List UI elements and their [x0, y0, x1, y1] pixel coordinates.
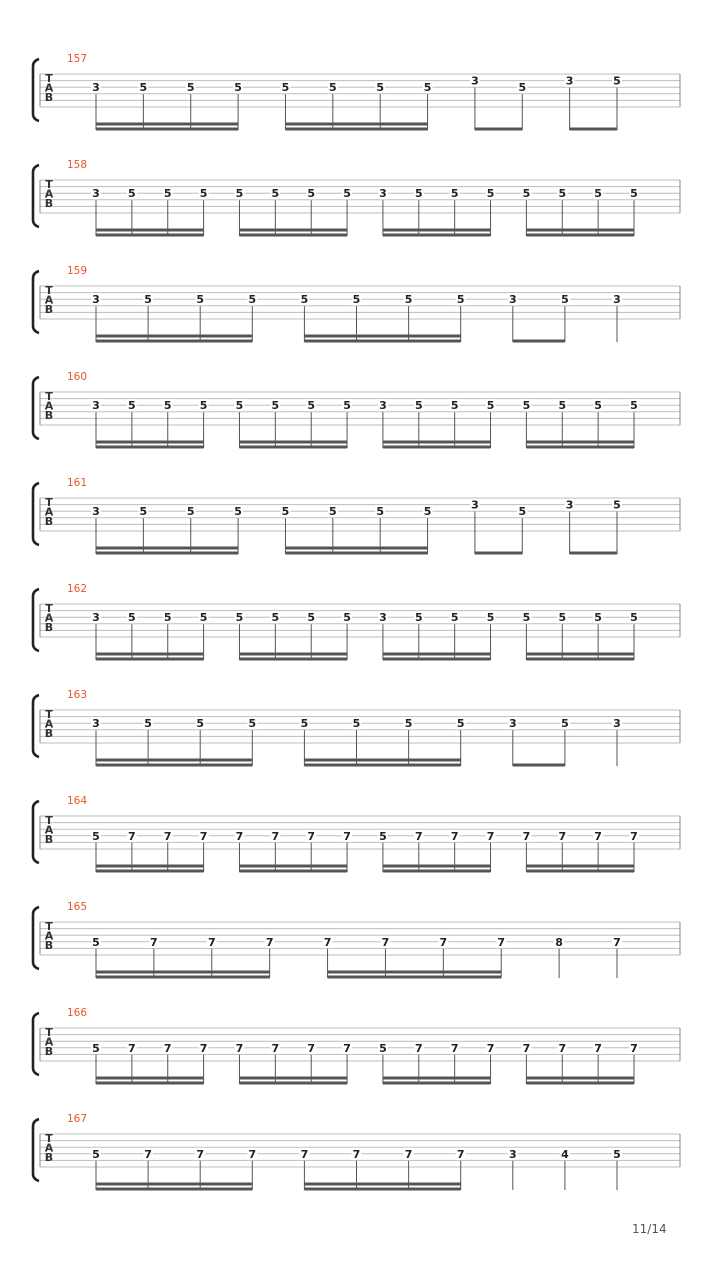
fret-number: 5	[199, 187, 208, 201]
fret-number: 5	[139, 505, 148, 519]
fret-number: 7	[128, 829, 136, 843]
tab-clef-letter: A	[44, 929, 54, 943]
tab-clef-letter: T	[45, 284, 53, 297]
beam-primary	[96, 128, 238, 131]
fret-number: 5	[343, 187, 351, 201]
fret-number: 5	[300, 293, 309, 307]
beam-secondary	[328, 971, 502, 974]
beam-primary	[513, 764, 565, 767]
fret-number: 5	[235, 399, 244, 413]
fret-number: 5	[423, 505, 432, 519]
fret-number: 5	[307, 399, 316, 413]
beam-primary	[570, 128, 617, 131]
fret-number: 7	[456, 1147, 465, 1161]
fret-number: 7	[199, 829, 208, 843]
system-bracket	[33, 271, 39, 333]
tab-clef-letter: B	[44, 939, 54, 952]
fret-number: 7	[522, 1041, 531, 1055]
measure-number: 159	[67, 265, 88, 277]
tab-clef-letter: A	[44, 1141, 54, 1155]
beam-primary	[96, 234, 204, 237]
fret-number: 5	[404, 717, 413, 731]
tab-clef-letter: A	[44, 187, 54, 201]
system-bracket	[33, 589, 39, 651]
fret-number: 5	[414, 611, 423, 625]
fret-number: 7	[352, 1147, 361, 1161]
fret-number: 5	[92, 1041, 100, 1055]
fret-number: 5	[414, 187, 423, 201]
fret-number: 5	[235, 611, 244, 625]
tab-clef-letter: A	[44, 717, 54, 731]
fret-number: 5	[92, 1147, 100, 1161]
beam-secondary	[96, 759, 252, 762]
beam-primary	[285, 128, 427, 131]
fret-number: 3	[508, 1147, 517, 1161]
fret-number: 5	[630, 399, 638, 413]
fret-number: 5	[558, 611, 567, 625]
beam-secondary	[96, 547, 238, 550]
fret-number: 5	[92, 829, 100, 843]
beam-primary	[383, 870, 491, 873]
fret-number: 5	[235, 187, 244, 201]
fret-number: 5	[163, 611, 172, 625]
tab-system	[33, 53, 680, 131]
beam-primary	[526, 446, 634, 449]
fret-number: 5	[352, 293, 361, 307]
fret-number: 7	[199, 1041, 208, 1055]
tab-clef-letter: T	[45, 1026, 53, 1039]
fret-number: 5	[486, 187, 495, 201]
fret-number: 5	[199, 399, 208, 413]
beam-secondary	[239, 441, 347, 444]
beam-primary	[526, 658, 634, 661]
beam-primary	[96, 976, 270, 979]
tab-clef-letter: T	[45, 72, 53, 85]
beam-primary	[96, 340, 252, 343]
beam-primary	[239, 446, 347, 449]
tab-clef-letter: B	[44, 303, 54, 316]
system-bracket	[33, 1119, 39, 1181]
beam-primary	[475, 128, 522, 131]
beam-primary	[96, 1188, 252, 1191]
fret-number: 5	[522, 611, 531, 625]
tab-clef-letter: B	[44, 1151, 54, 1164]
beam-primary	[570, 552, 617, 555]
fret-number: 7	[558, 829, 567, 843]
fret-number: 7	[300, 1147, 309, 1161]
fret-number: 5	[343, 611, 351, 625]
fret-number: 3	[379, 611, 387, 625]
beam-primary	[475, 552, 522, 555]
tab-clef-letter: B	[44, 621, 54, 634]
fret-number: 7	[235, 1041, 244, 1055]
measure-number: 163	[67, 689, 88, 701]
system-bracket	[33, 907, 39, 969]
beam-primary	[96, 870, 204, 873]
fret-number: 3	[379, 187, 387, 201]
fret-number: 5	[307, 611, 316, 625]
fret-number: 5	[163, 187, 172, 201]
beam-secondary	[96, 441, 204, 444]
beam-primary	[239, 1082, 347, 1085]
fret-number: 7	[144, 1147, 152, 1161]
fret-number: 3	[92, 399, 100, 413]
tab-system	[33, 689, 680, 767]
fret-number: 5	[558, 187, 567, 201]
beam-secondary	[96, 335, 252, 338]
measure-number: 161	[67, 477, 88, 489]
fret-number: 5	[128, 611, 136, 625]
beam-primary	[328, 976, 502, 979]
fret-number: 5	[518, 81, 527, 95]
beam-primary	[304, 1188, 460, 1191]
fret-number: 7	[323, 935, 332, 949]
beam-secondary	[285, 123, 427, 126]
beam-secondary	[383, 865, 491, 868]
fret-number: 7	[450, 829, 459, 843]
beam-primary	[96, 552, 238, 555]
fret-number: 5	[450, 611, 459, 625]
fret-number: 7	[522, 829, 531, 843]
tab-system	[33, 795, 680, 873]
fret-number: 5	[522, 187, 531, 201]
fret-number: 5	[630, 187, 638, 201]
tab-clef-letter: A	[44, 1035, 54, 1049]
beam-secondary	[239, 653, 347, 656]
beam-primary	[239, 234, 347, 237]
beam-primary	[304, 764, 460, 767]
beam-secondary	[96, 229, 204, 232]
fret-number: 5	[328, 81, 337, 95]
beam-secondary	[304, 759, 460, 762]
fret-number: 5	[271, 611, 280, 625]
fret-number: 7	[163, 829, 172, 843]
measure-number: 165	[67, 901, 88, 913]
fret-number: 5	[376, 505, 385, 519]
beam-secondary	[96, 1077, 204, 1080]
fret-number: 5	[352, 717, 361, 731]
beam-secondary	[96, 123, 238, 126]
tab-clef-letter: T	[45, 920, 53, 933]
fret-number: 5	[613, 1147, 621, 1161]
fret-number: 7	[248, 1147, 257, 1161]
tab-clef-letter: T	[45, 178, 53, 191]
fret-number: 3	[565, 498, 574, 512]
system-bracket	[33, 1013, 39, 1075]
tab-clef-letter: B	[44, 409, 54, 422]
fret-number: 7	[271, 829, 280, 843]
system-bracket	[33, 377, 39, 439]
tab-clef-letter: T	[45, 390, 53, 403]
beam-primary	[383, 446, 491, 449]
tab-clef-letter: B	[44, 727, 54, 740]
fret-number: 7	[207, 935, 216, 949]
tab-system	[33, 371, 680, 449]
fret-number: 5	[423, 81, 432, 95]
beam-secondary	[383, 653, 491, 656]
beam-secondary	[239, 865, 347, 868]
fret-number: 3	[92, 187, 100, 201]
beam-secondary	[96, 653, 204, 656]
fret-number: 4	[561, 1147, 569, 1161]
beam-secondary	[383, 441, 491, 444]
fret-number: 7	[128, 1041, 136, 1055]
tab-clef-letter: A	[44, 611, 54, 625]
fret-number: 3	[379, 399, 387, 413]
beam-secondary	[304, 1183, 460, 1186]
measure-number: 160	[67, 371, 88, 383]
tab-system	[33, 583, 680, 661]
system-bracket	[33, 801, 39, 863]
fret-number: 3	[92, 717, 100, 731]
fret-number: 7	[486, 829, 495, 843]
tab-system	[33, 477, 680, 555]
fret-number: 5	[144, 717, 152, 731]
tab-system	[33, 1113, 680, 1191]
fret-number: 7	[558, 1041, 567, 1055]
fret-number: 7	[381, 935, 390, 949]
fret-number: 5	[234, 81, 242, 95]
fret-number: 5	[186, 81, 195, 95]
fret-number: 7	[630, 1041, 638, 1055]
fret-number: 3	[92, 293, 100, 307]
fret-number: 7	[404, 1147, 413, 1161]
fret-number: 5	[414, 399, 423, 413]
fret-number: 8	[555, 935, 563, 949]
fret-number: 5	[522, 399, 531, 413]
fret-number: 5	[248, 717, 257, 731]
tab-clef-letter: T	[45, 708, 53, 721]
beam-primary	[383, 1082, 491, 1085]
tab-system	[33, 901, 680, 979]
fret-number: 5	[594, 399, 602, 413]
beam-secondary	[526, 865, 634, 868]
fret-number: 7	[414, 829, 423, 843]
fret-number: 3	[92, 505, 100, 519]
measure-number: 164	[67, 795, 88, 807]
fret-number: 3	[613, 717, 621, 731]
fret-number: 5	[518, 505, 527, 519]
fret-number: 5	[594, 187, 602, 201]
fret-number: 5	[281, 505, 290, 519]
fret-number: 5	[343, 399, 351, 413]
fret-number: 5	[594, 611, 602, 625]
beam-secondary	[285, 547, 427, 550]
tab-clef-letter: A	[44, 399, 54, 413]
beam-primary	[285, 552, 427, 555]
fret-number: 7	[196, 1147, 205, 1161]
beam-secondary	[96, 971, 270, 974]
fret-number: 5	[281, 81, 290, 95]
fret-number: 7	[343, 1041, 351, 1055]
fret-number: 5	[328, 505, 337, 519]
beam-secondary	[526, 653, 634, 656]
system-bracket	[33, 165, 39, 227]
tab-system	[33, 265, 680, 343]
fret-number: 7	[439, 935, 448, 949]
beam-primary	[526, 234, 634, 237]
tab-clef-letter: B	[44, 1045, 54, 1058]
fret-number: 5	[248, 293, 257, 307]
fret-number: 5	[379, 1041, 387, 1055]
fret-number: 5	[456, 293, 465, 307]
beam-secondary	[96, 865, 204, 868]
fret-number: 7	[150, 935, 158, 949]
fret-number: 3	[92, 611, 100, 625]
measure-number: 162	[67, 583, 88, 595]
fret-number: 5	[271, 399, 280, 413]
beam-secondary	[526, 229, 634, 232]
beam-secondary	[239, 229, 347, 232]
fret-number: 3	[508, 717, 517, 731]
tab-clef-letter: B	[44, 515, 54, 528]
beam-primary	[304, 340, 460, 343]
beam-primary	[96, 658, 204, 661]
fret-number: 7	[594, 829, 602, 843]
beam-primary	[239, 870, 347, 873]
tab-system	[33, 1007, 680, 1085]
fret-number: 5	[199, 611, 208, 625]
fret-number: 7	[414, 1041, 423, 1055]
beam-secondary	[304, 335, 460, 338]
fret-number: 5	[144, 293, 152, 307]
measure-number: 158	[67, 159, 88, 171]
page-number: 11/14	[632, 1222, 667, 1236]
measure-number: 166	[67, 1007, 88, 1019]
fret-number: 7	[265, 935, 274, 949]
fret-number: 5	[139, 81, 148, 95]
tab-clef-letter: B	[44, 91, 54, 104]
beam-secondary	[383, 229, 491, 232]
fret-number: 3	[613, 293, 621, 307]
fret-number: 5	[561, 293, 569, 307]
beam-primary	[96, 764, 252, 767]
fret-number: 5	[450, 187, 459, 201]
fret-number: 3	[471, 498, 479, 512]
beam-primary	[513, 340, 565, 343]
tab-clef-letter: T	[45, 1132, 53, 1145]
tab-clef-letter: A	[44, 293, 54, 307]
fret-number: 3	[92, 81, 100, 95]
beam-secondary	[526, 1077, 634, 1080]
tab-clef-letter: T	[45, 814, 53, 827]
fret-number: 5	[196, 717, 205, 731]
fret-number: 5	[486, 611, 495, 625]
fret-number: 5	[128, 399, 136, 413]
system-bracket	[33, 695, 39, 757]
tab-clef-letter: B	[44, 197, 54, 210]
fret-number: 5	[92, 935, 100, 949]
beam-primary	[96, 1082, 204, 1085]
system-bracket	[33, 483, 39, 545]
fret-number: 5	[456, 717, 465, 731]
fret-number: 7	[497, 935, 506, 949]
fret-number: 7	[271, 1041, 280, 1055]
measure-number: 157	[67, 53, 88, 65]
fret-number: 5	[307, 187, 316, 201]
measure-number: 167	[67, 1113, 88, 1125]
fret-number: 7	[235, 829, 244, 843]
fret-number: 7	[630, 829, 638, 843]
tab-system	[33, 159, 680, 237]
tab-clef-letter: T	[45, 602, 53, 615]
fret-number: 3	[508, 293, 517, 307]
fret-number: 5	[128, 187, 136, 201]
beam-primary	[383, 658, 491, 661]
fret-number: 3	[565, 74, 574, 88]
beam-primary	[96, 446, 204, 449]
beam-secondary	[526, 441, 634, 444]
fret-number: 7	[307, 1041, 316, 1055]
fret-number: 7	[163, 1041, 172, 1055]
fret-number: 5	[234, 505, 242, 519]
fret-number: 5	[613, 74, 621, 88]
fret-number: 7	[594, 1041, 602, 1055]
system-bracket	[33, 59, 39, 121]
fret-number: 5	[300, 717, 309, 731]
fret-number: 5	[376, 81, 385, 95]
fret-number: 5	[379, 829, 387, 843]
beam-secondary	[239, 1077, 347, 1080]
fret-number: 5	[561, 717, 569, 731]
fret-number: 7	[613, 935, 621, 949]
beam-primary	[526, 870, 634, 873]
fret-number: 7	[307, 829, 316, 843]
fret-number: 3	[471, 74, 479, 88]
fret-number: 5	[404, 293, 413, 307]
tab-clef-letter: A	[44, 505, 54, 519]
fret-number: 5	[186, 505, 195, 519]
beam-secondary	[96, 1183, 252, 1186]
fret-number: 5	[163, 399, 172, 413]
fret-number: 5	[558, 399, 567, 413]
tab-clef-letter: B	[44, 833, 54, 846]
fret-number: 5	[450, 399, 459, 413]
fret-number: 5	[196, 293, 205, 307]
beam-primary	[239, 658, 347, 661]
fret-number: 5	[630, 611, 638, 625]
fret-number: 5	[486, 399, 495, 413]
fret-number: 7	[486, 1041, 495, 1055]
fret-number: 7	[343, 829, 351, 843]
tab-clef-letter: T	[45, 496, 53, 509]
tab-clef-letter: A	[44, 823, 54, 837]
fret-number: 7	[450, 1041, 459, 1055]
fret-number: 5	[271, 187, 280, 201]
fret-number: 5	[613, 498, 621, 512]
beam-primary	[526, 1082, 634, 1085]
beam-secondary	[383, 1077, 491, 1080]
beam-primary	[383, 234, 491, 237]
tab-clef-letter: A	[44, 81, 54, 95]
